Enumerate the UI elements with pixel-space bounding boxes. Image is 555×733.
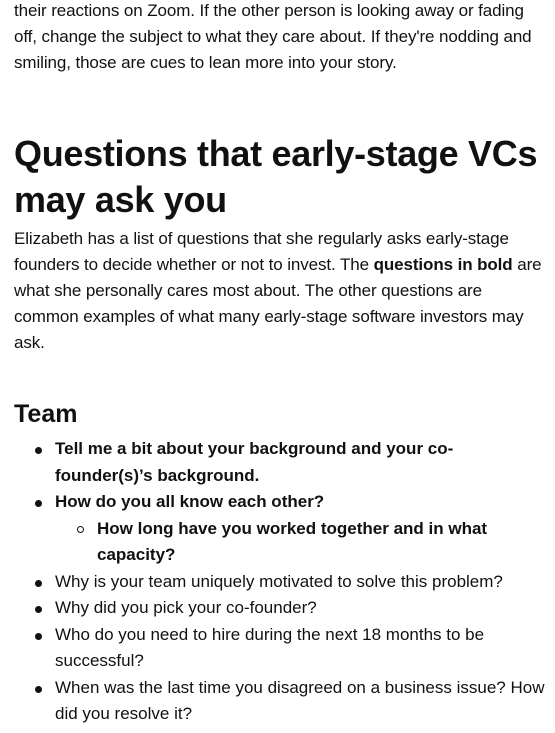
description-bold-text: questions in bold bbox=[373, 255, 513, 274]
section-description bbox=[14, 226, 551, 356]
description-text-start: Elizabeth has a list of questions that she regularly asks early-stage founders to decide whether or not to invest. The bbox=[14, 229, 509, 274]
intro-paragraph: their reactions on Zoom. If the other person is looking away or fading off, change the subject to what they care about. If they're nodding and smiling, those are cues to lean more into your story. bbox=[14, 1, 532, 72]
sub-list-item: How long have you worked together and in what capacity? bbox=[0, 516, 555, 569]
list-item: Who do you need to hire during the next 18 months to be successful? bbox=[0, 622, 555, 675]
list-item: How do you all know each other? bbox=[0, 489, 555, 516]
team-heading: Team bbox=[14, 400, 78, 428]
team-questions-list bbox=[0, 436, 555, 728]
section-heading: Questions that early-stage VCs may ask you bbox=[14, 133, 538, 220]
list-item: Tell me a bit about your background and your co-founder(s)’s background. bbox=[0, 436, 555, 489]
list-item: Why did you pick your co-founder? bbox=[0, 595, 555, 622]
description-text-end: are what she personally cares most about. The other questions are common examples of what many early-stage software investors may ask. bbox=[14, 255, 542, 352]
list-item: Why is your team uniquely motivated to solve this problem? bbox=[0, 569, 555, 596]
list-item: When was the last time you disagreed on a business issue? How did you resolve it? bbox=[0, 675, 555, 728]
